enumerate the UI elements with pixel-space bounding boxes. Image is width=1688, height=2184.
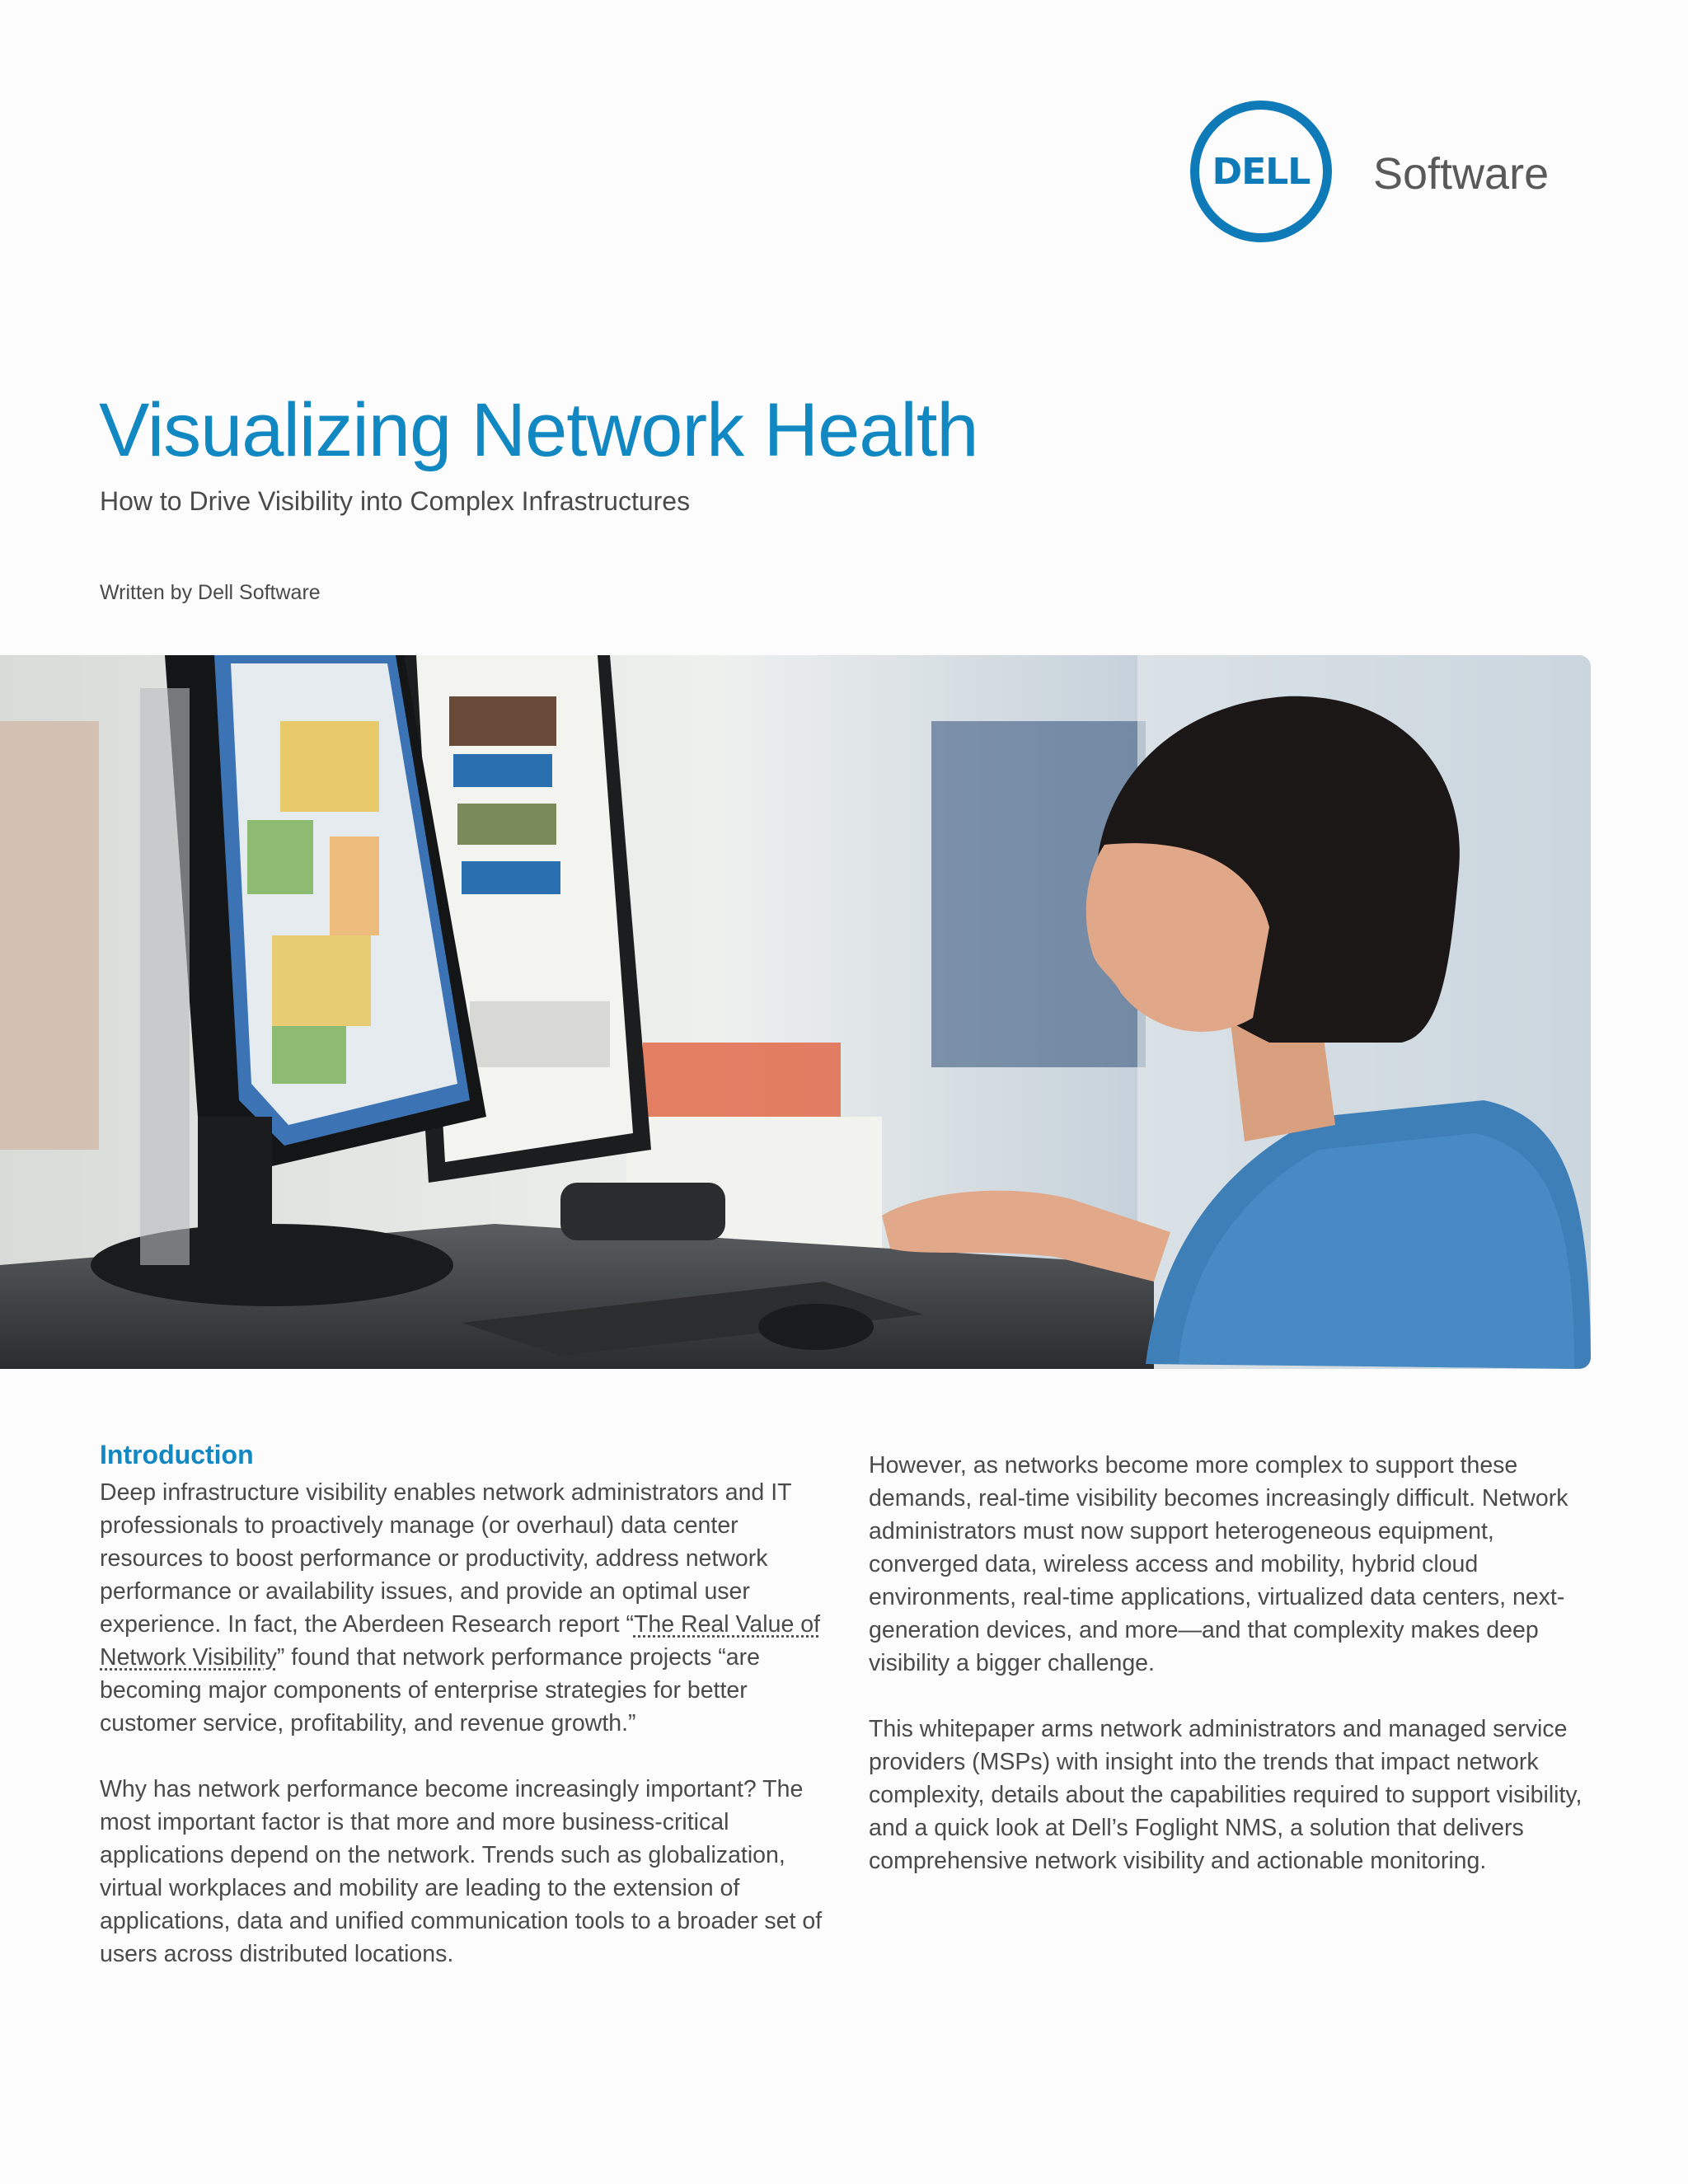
logo-word: DELL — [1212, 150, 1311, 193]
intro-paragraph-2: Why has network performance become increasingly important? The most important factor is that more and more business-critical applications depend on the network. Trends such as globalization, virtual workplaces and mobility are leading to the extension of applications, data and unified communication tools to a broader set of users across distributed locations. — [100, 1776, 823, 1967]
hero-photo — [0, 655, 1591, 1369]
author-line: Written by Dell Software — [100, 581, 321, 604]
intro-paragraph-4: This whitepaper arms network administrators and managed service providers (MSPs) with insight into the trends that impact network complexity, details about the capabilities required to support visibility, and a quick look at Dell’s Foglight NMS, a solution that delivers comprehensive network visibility and actionable monitoring. — [869, 1716, 1582, 1874]
logo-sub: Software — [1373, 149, 1550, 199]
aberdeen-report-link[interactable]: The Real Value of Network Visibility — [100, 1611, 820, 1671]
intro-p1-text-end: ” found that network performance projects “are becoming major components of enterprise strategies for better customer service, profitability, and revenue growth.” — [100, 1644, 760, 1736]
dell-software-logo — [1190, 101, 1561, 257]
intro-paragraph-1 — [100, 1476, 825, 1740]
dell-logo-icon — [1190, 101, 1332, 242]
office-worker-at-monitors-photo-icon — [0, 655, 1591, 1369]
page-subtitle: How to Drive Visibility into Complex Infrastructures — [100, 486, 691, 516]
section-heading: Introduction — [100, 1440, 254, 1469]
intro-column-left — [100, 1438, 825, 2004]
page-title: Visualizing Network Health — [99, 388, 978, 472]
intro-p1-text: Deep infrastructure visibility enables network administrators and IT professionals to proactively manage (or overhaul) data center resources to boost performance or productivity, address network performance or availability issues, and provide an optimal user experience. In fact, the Aberdeen Research report “ — [100, 1479, 792, 1638]
intro-paragraph-3: However, as networks become more complex to support these demands, real-time visibility becomes increasingly difficult. Network administrators must now support heterogeneous equipment, converged data, wireless access and mobility, hybrid cloud environments, real-time applications, virtualized data centers, next-generation devices, and more—and that complexity makes deep visibility a bigger challenge. — [869, 1452, 1568, 1676]
intro-column-right — [869, 1449, 1594, 1910]
